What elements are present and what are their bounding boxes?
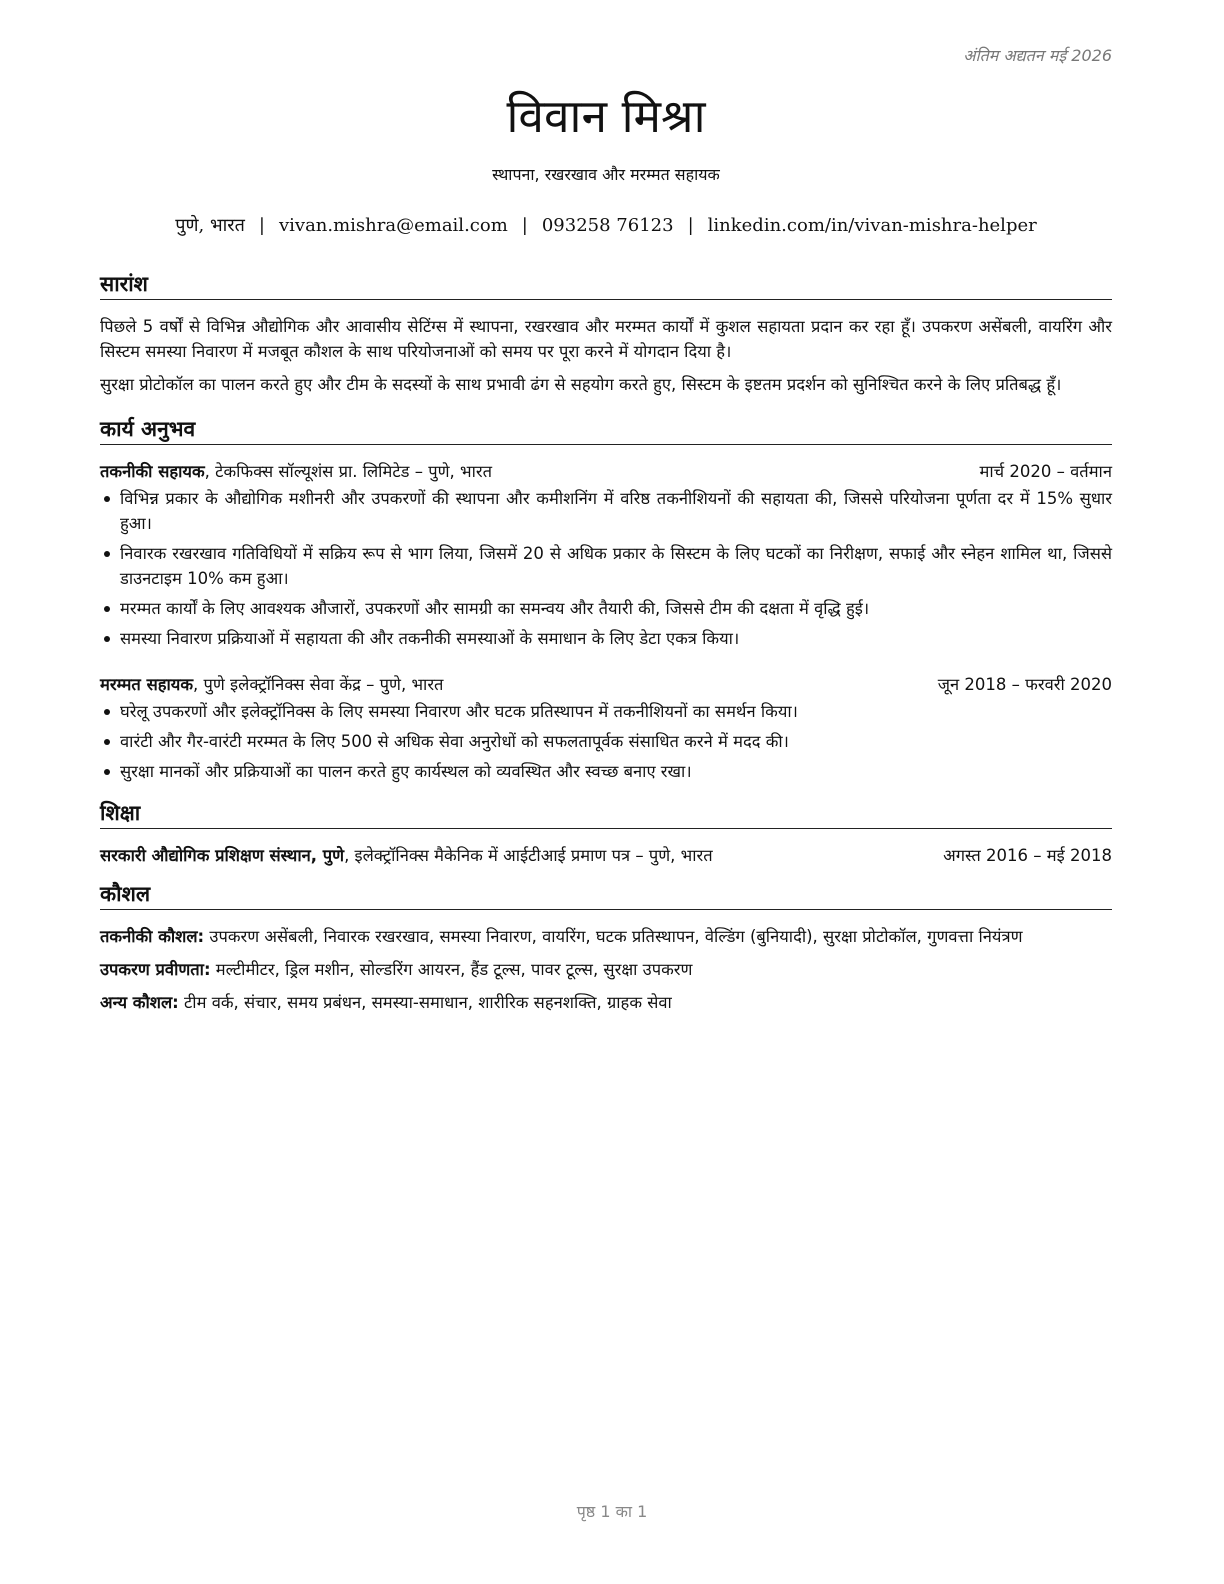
resume-page (100, 0, 1112, 1584)
last-updated: अंतिम अद्यतन मई 2026 (963, 46, 1112, 65)
job-header (100, 459, 1112, 484)
job-header (100, 672, 1112, 697)
job-bullet: विभिन्न प्रकार के औद्योगिक मशीनरी और उपकरणों की स्थापना और कमीशनिंग में वरिष्ठ तकनीशियनों की सहायता की, जिससे परियोजना पूर्णता दर में 15% सुधार हुआ। (100, 486, 1112, 536)
resume-header (100, 84, 1112, 238)
page-indicator: पृष्ठ 1 का 1 (576, 1502, 648, 1521)
job-bullet: निवारक रखरखाव गतिविधियों में सक्रिय रूप से भाग लिया, जिसमें 20 से अधिक प्रकार के सिस्टम के लिए घटकों का निरीक्षण, सफाई और स्नेहन शामिल था, जिससे डाउनटाइम 10% कम हुआ। (100, 541, 1112, 591)
job-bullet: घरेलू उपकरणों और इलेक्ट्रॉनिक्स के लिए समस्या निवारण और घटक प्रतिस्थापन में तकनीशियनों का समर्थन किया। (100, 699, 1112, 724)
job-dates: जून 2018 – फरवरी 2020 (937, 675, 1112, 694)
summary-paragraph: पिछले 5 वर्षों से विभिन्न औद्योगिक और आवासीय सेटिंग्स में स्थापना, रखरखाव और मरम्मत कार्यों में कुशल सहायता प्रदान कर रहा हूँ। उपकरण असेंबली, वायरिंग और सिस्टम समस्या निवारण में मजबूत कौशल के साथ परियोजनाओं को समय पर पूरा करने में योगदान दिया है। (100, 317, 1112, 361)
skills-section (100, 880, 1112, 1015)
job-bullet: मरम्मत कार्यों के लिए आवश्यक औजारों, उपकरणों और सामग्री का समन्वय और तैयारी की, जिससे टीम की दक्षता में वृद्धि हुई। (100, 596, 1112, 621)
contact-email[interactable]: vivan.mishra@email.com (278, 215, 508, 236)
skill-value: टीम वर्क, संचार, समय प्रबंधन, समस्या-समाधान, शारीरिक सहनशक्ति, ग्राहक सेवा (178, 993, 672, 1012)
job-position: तकनीकी सहायक (100, 462, 205, 481)
job-company: , पुणे इलेक्ट्रॉनिक्स सेवा केंद्र – पुणे, भारत (193, 675, 444, 694)
job-bullet: समस्या निवारण प्रक्रियाओं में सहायता की और तकनीकी समस्याओं के समाधान के लिए डेटा एकत्र किया। (100, 626, 1112, 651)
education-institution: सरकारी औद्योगिक प्रशिक्षण संस्थान, पुणे (100, 846, 345, 865)
education-entry (100, 843, 1112, 868)
section-title-education: शिक्षा (100, 799, 1112, 829)
section-title-summary: सारांश (100, 270, 1112, 300)
contact-separator: | (687, 215, 694, 236)
contact-phone: 093258 76123 (541, 215, 674, 236)
job-company: , टेकफिक्स सॉल्यूशंस प्रा. लिमिटेड – पुणे, भारत (204, 462, 493, 481)
candidate-role: स्थापना, रखरखाव और मरम्मत सहायक (492, 165, 720, 184)
candidate-name: विवान मिश्रा (506, 89, 706, 143)
experience-section (100, 415, 1112, 784)
contact-line (100, 214, 1112, 238)
skill-label: अन्य कौशल: (100, 993, 179, 1012)
job-bullets (100, 699, 1112, 784)
job-entry (100, 459, 1112, 651)
skill-value: उपकरण असेंबली, निवारक रखरखाव, समस्या निवारण, वायरिंग, घटक प्रतिस्थापन, वेल्डिंग (बुनियादी), सुरक्षा प्रोटोकॉल, गुणवत्ता नियंत्रण (204, 927, 1023, 946)
summary-paragraph: सुरक्षा प्रोटोकॉल का पालन करते हुए और टीम के सदस्यों के साथ प्रभावी ढंग से सहयोग करते हुए, सिस्टम के इष्टतम प्रदर्शन को सुनिश्चित करने के लिए प्रतिबद्ध हूँ। (100, 375, 1062, 394)
section-title-experience: कार्य अनुभव (100, 415, 1112, 445)
job-dates: मार्च 2020 – वर्तमान (979, 462, 1112, 481)
summary-section (100, 270, 1112, 397)
contact-separator: | (521, 215, 528, 236)
job-entry (100, 672, 1112, 784)
skill-line (100, 924, 1112, 949)
job-bullet: सुरक्षा मानकों और प्रक्रियाओं का पालन करते हुए कार्यस्थल को व्यवस्थित और स्वच्छ बनाए रखा। (100, 759, 1112, 784)
job-bullets (100, 486, 1112, 651)
contact-linkedin[interactable]: linkedin.com/in/vivan-mishra-helper (707, 215, 1037, 236)
skill-value: मल्टीमीटर, ड्रिल मशीन, सोल्डरिंग आयरन, हैंड टूल्स, पावर टूल्स, सुरक्षा उपकरण (210, 960, 693, 979)
job-bullet: वारंटी और गैर-वारंटी मरम्मत के लिए 500 से अधिक सेवा अनुरोधों को सफलतापूर्वक संसाधित करने में मदद की। (100, 729, 1112, 754)
contact-separator: | (258, 215, 265, 236)
resume-body (100, 270, 1112, 1023)
education-section (100, 799, 1112, 868)
education-details: , इलेक्ट्रॉनिक्स मैकेनिक में आईटीआई प्रमाण पत्र – पुणे, भारत (344, 846, 713, 865)
skill-line (100, 990, 1112, 1015)
skill-label: तकनीकी कौशल: (100, 927, 205, 946)
job-position: मरम्मत सहायक (100, 675, 193, 694)
section-title-skills: कौशल (100, 880, 1112, 910)
skill-line (100, 957, 1112, 982)
skill-label: उपकरण प्रवीणता: (100, 960, 211, 979)
education-dates: अगस्त 2016 – मई 2018 (943, 846, 1112, 865)
contact-location: पुणे, भारत (175, 215, 245, 236)
